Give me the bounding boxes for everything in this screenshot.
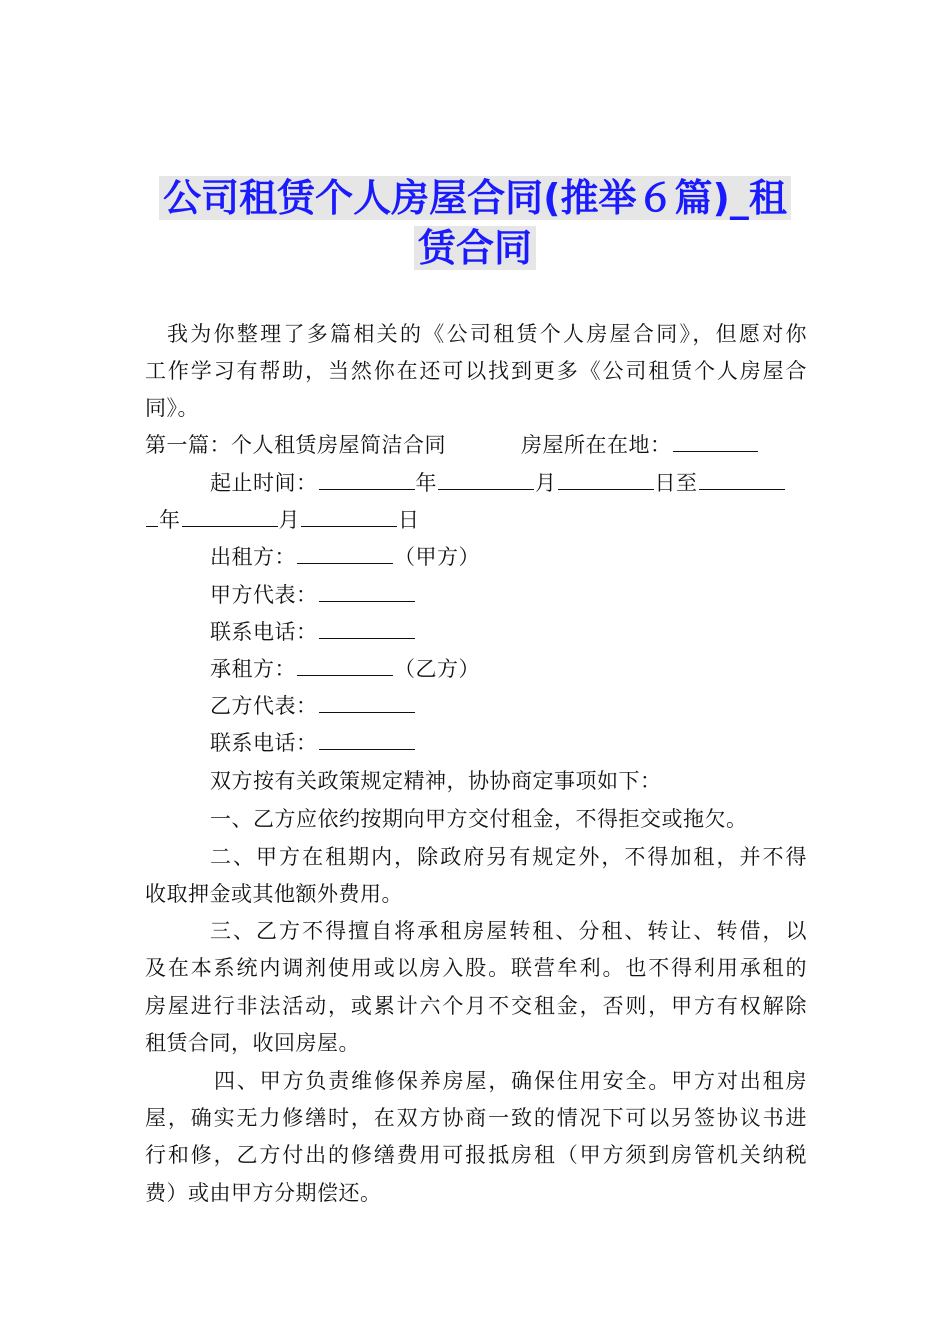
clause-4-line-1: 四、甲方负责维修保养房屋，确保住用安全。甲方对出租房 xyxy=(214,1069,807,1093)
lessee-rep-label: 乙方代表： xyxy=(210,694,318,718)
lessee-phone-label: 联系电话： xyxy=(210,731,318,755)
clause-4-line-4: 费）或由甲方分期偿还。 xyxy=(145,1181,382,1205)
location-field xyxy=(521,427,759,463)
end-day-blank xyxy=(301,502,397,527)
lessor-field xyxy=(210,539,480,575)
clause-3-line-3: 房屋进行非法活动，或累计六个月不交租金，否则，甲方有权解除 xyxy=(145,994,807,1018)
lessee-phone-blank xyxy=(319,725,415,750)
lessee-label: 承租方： xyxy=(210,657,296,681)
end-year-blank-b xyxy=(146,502,158,527)
lessee-tag: （乙方） xyxy=(394,657,480,681)
document-title-line-2: 赁合同 xyxy=(0,223,950,273)
lessee-rep-field xyxy=(210,688,416,724)
clause-3-line-1: 三、乙方不得擅自将承租房屋转租、分租、转让、转借，以 xyxy=(210,919,807,943)
lessee-field xyxy=(210,651,480,687)
lessor-blank xyxy=(297,539,393,564)
agreement-intro: 双方按有关政策规定精神，协协商定事项如下： xyxy=(210,769,662,793)
year2-label: 年 xyxy=(159,508,181,532)
clause-2-line-2: 收取押金或其他额外费用。 xyxy=(145,882,403,906)
day-to-label: 日至 xyxy=(654,471,698,495)
intro-line-1: 我为你整理了多篇相关的《公司租赁个人房屋合同》，但愿对你 xyxy=(167,322,807,346)
start-year-blank xyxy=(319,465,415,490)
lessor-phone-field xyxy=(210,614,416,650)
clause-4-line-2: 屋，确实无力修缮时，在双方协商一致的情况下可以另签协议书进 xyxy=(145,1106,807,1130)
month2-label: 月 xyxy=(278,508,300,532)
clause-4-line-3: 行和修，乙方付出的修缮费用可报抵房租（甲方须到房管机关纳税 xyxy=(145,1143,807,1167)
period-field-continued xyxy=(145,502,420,538)
end-month-blank xyxy=(182,502,278,527)
start-day-blank xyxy=(558,465,654,490)
lessor-tag: （甲方） xyxy=(394,545,480,569)
lessor-rep-blank xyxy=(319,577,415,602)
period-field xyxy=(210,465,786,501)
clause-1: 一、乙方应依约按期向甲方交付租金，不得拒交或拖欠。 xyxy=(210,807,748,831)
day2-label: 日 xyxy=(398,508,420,532)
section-heading: 第一篇：个人租赁房屋简洁合同 xyxy=(145,433,446,457)
lessor-phone-blank xyxy=(319,614,415,639)
month-label: 月 xyxy=(535,471,557,495)
end-year-blank-a xyxy=(699,465,785,490)
year-label: 年 xyxy=(415,471,437,495)
clause-3-line-2: 及在本系统内调剂使用或以房入股。联营牟利。也不得利用承租的 xyxy=(145,956,807,980)
intro-line-2: 工作学习有帮助，当然你在还可以找到更多《公司租赁个人房屋合 xyxy=(145,359,807,383)
lessee-rep-blank xyxy=(319,688,415,713)
lessor-label: 出租方： xyxy=(210,545,296,569)
clause-2-line-1: 二、甲方在租期内，除政府另有规定外，不得加租，并不得 xyxy=(210,845,807,869)
lessee-blank xyxy=(297,651,393,676)
period-label: 起止时间： xyxy=(210,471,318,495)
clause-3-line-4: 租赁合同，收回房屋。 xyxy=(145,1031,360,1055)
intro-line-3: 同》。 xyxy=(145,396,199,420)
lessee-phone-field xyxy=(210,725,416,761)
lessor-rep-label: 甲方代表： xyxy=(210,583,318,607)
location-label: 房屋所在在地： xyxy=(521,433,672,457)
lessor-phone-label: 联系电话： xyxy=(210,620,318,644)
location-blank xyxy=(673,427,758,452)
document-title-line-1: 公司租赁个人房屋合同(推举６篇)_租 xyxy=(0,173,950,223)
start-month-blank xyxy=(438,465,534,490)
lessor-rep-field xyxy=(210,577,416,613)
